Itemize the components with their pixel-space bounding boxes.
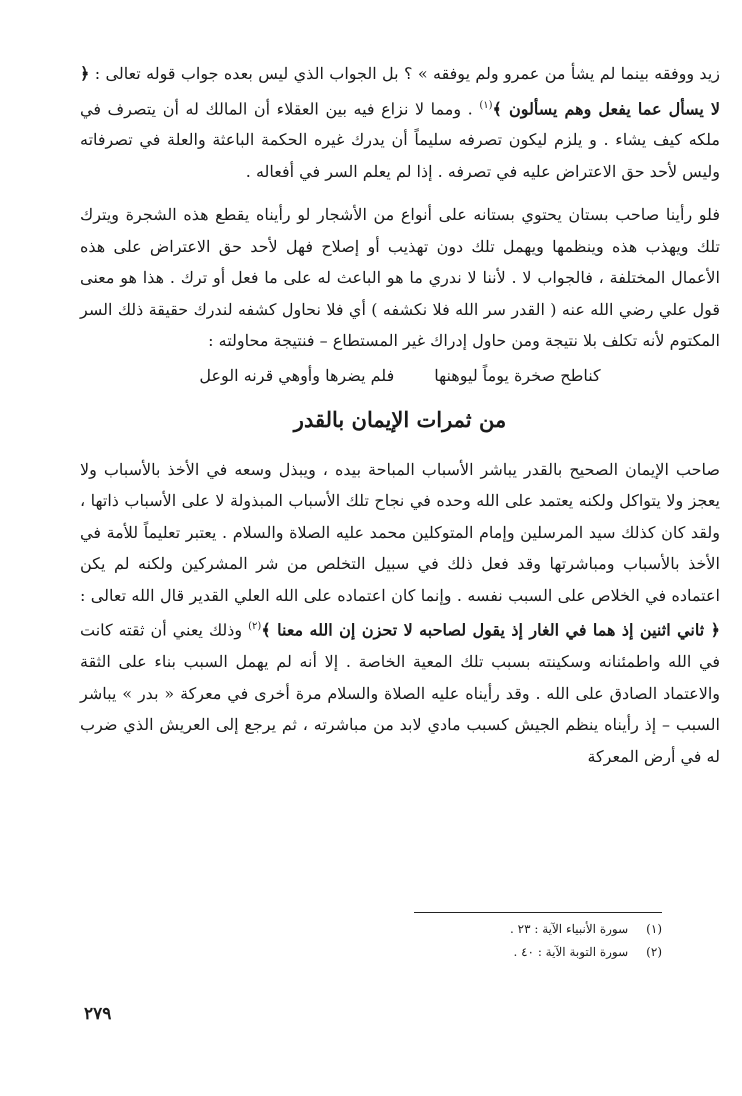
footnote-2 <box>22 941 662 964</box>
section-heading: من ثمرات الإيمان بالقدر <box>293 406 507 432</box>
footnote-ref-1[interactable]: (١) <box>479 99 493 111</box>
footnote-text: سورة الأنبياء الآية : ٢٣ . <box>509 922 629 936</box>
footnote-number: (١) <box>646 922 662 936</box>
footnotes <box>22 918 662 964</box>
poetry-verse <box>80 359 720 393</box>
footnote-ref-2[interactable]: (٢) <box>248 621 262 633</box>
page-body <box>80 58 720 772</box>
footnote-number: (٢) <box>646 945 662 959</box>
verse-hemistich-2: فلم يضرها وأوهي قرنه الوعل <box>199 365 395 385</box>
quran-quote-1: ﴿ لا يسأل عما يفعل وهم يسألون ﴾ <box>80 64 720 118</box>
paragraph-3-text-b: وذلك يعني أن ثقته كانت في الله واطمئنانه وسكينته بسبب تلك المعية الخاصة . إلا أنه لم يهمل السبب بناء على الثقة والاعتماد الصادق على الله . وقد رأيناه عليه الصلاة والسلام مرة أخرى في معركة « بدر » يباشر السبب – إذ رأيناه ينظم الجيش كسبب مادي لابد من مباشرته ، ثم يرجع إلى العريش الذي ضرب له في أرض المعركة <box>80 620 721 766</box>
paragraph-2: فلو رأينا صاحب بستان يحتوي بستانه على أنواع من الأشجار لو رأيناه يقطع هذه الشجرة ويترك تلك ويهذب هذه وينظمها ويهمل تلك دون تهذيب أو إصلاح فهل لأحد حق الاعتراض على هذه الأعمال المختلفة ، فالجواب لا . لأننا لا ندري ما هو الباعث له على ما فعل أو ترك . هذا هو معنى قول علي رضي الله عنه ( القدر سر الله فلا نكشفه ) أي فلا نحاول كشفه لندرك حقيقة ذلك السر المكتوم لأنه تكلف بلا نتيجة ومن حاول إدراك غير المستطاع – فنتيجة محاولته : <box>80 205 721 351</box>
footnote-divider <box>414 912 662 913</box>
paragraph-1 <box>80 58 720 187</box>
quran-quote-2: ﴿ ثاني اثنين إذ هما في الغار إذ يقول لصاحبه لا تحزن إن الله معنا ﴾ <box>261 620 721 640</box>
paragraph-1-text-a: زيد ووفقه بينما لم يشأ من عمرو ولم يوفقه » ؟ بل الجواب الذي ليس بعده جواب قوله تعالى : <box>89 64 720 83</box>
page-number: ٢٧٩ <box>84 1004 112 1024</box>
paragraph-1-text-b: . ومما لا نزاع فيه بين العقلاء أن المالك له أن يتصرف في ملكه كيف يشاء . و يلزم ليكون تصرفه سليماً أن يدرك غيره الحكمة الباعثة والعلة في تصرفاته وليس لأحد حق الاعتراض عليه في تصرفه . إذا لم يعلم السر في أفعاله . <box>80 98 720 181</box>
paragraph-3-text-a: صاحب الإيمان الصحيح بالقدر يباشر الأسباب المباحة بيده ، ويبذل وسعه في الأخذ بالأسباب ولا يعجز ولا يتواكل ولكنه يعتمد على الله وحده في نجاح تلك الأسباب المبذولة لا على الأسباب ذاتها ، ولقد كان كذلك سيد المرسلين وإمام المتوكلين محمد عليه الصلاة والسلام . يعتبر تعليماً للأمة في الأخذ بالأسباب ومباشرتها وقد فعل ذلك في سبيل التخلص من شر المشركين ولكنه لم يكن اعتماده في الخلاص على السبب نفسه . وإنما كان اعتماده على الله العلي القدير قال الله تعالى : <box>80 459 720 605</box>
verse-hemistich-1: كناطح صخرة يوماً ليوهنها <box>434 365 601 385</box>
footnote-text: سورة التوبة الآية : ٤٠ . <box>513 945 629 959</box>
paragraph-3 <box>80 454 720 772</box>
footnote-1 <box>22 918 662 941</box>
